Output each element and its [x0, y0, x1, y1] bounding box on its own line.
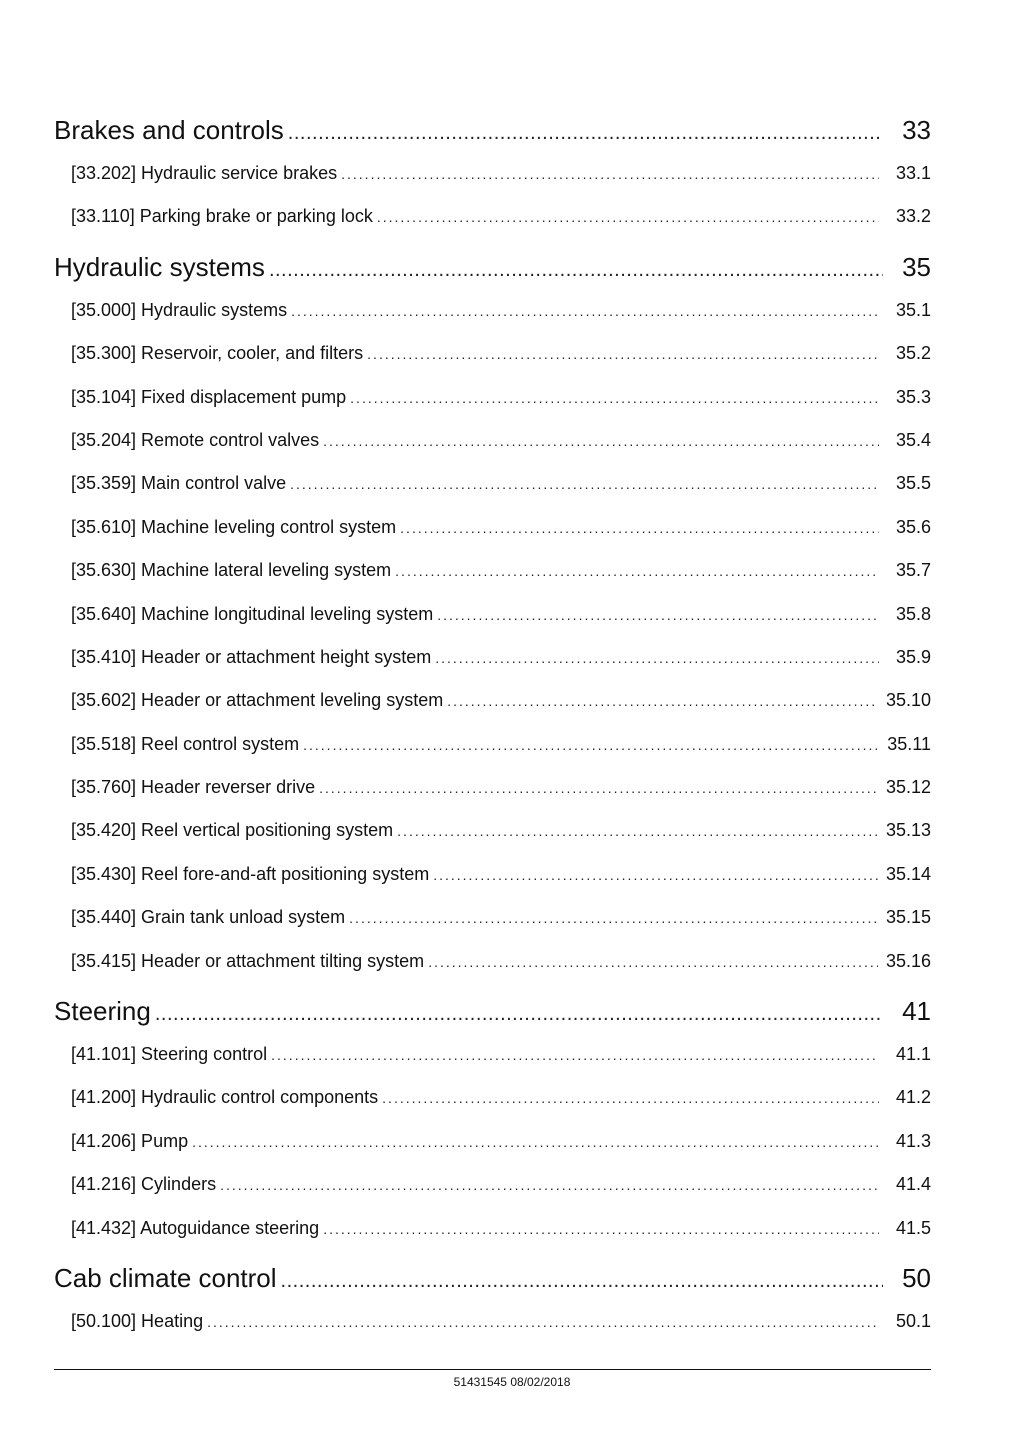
toc-entry-row[interactable] [54, 376, 931, 419]
footer-divider [54, 1369, 931, 1370]
dot-leader [341, 153, 879, 195]
toc-section-row[interactable] [54, 245, 931, 289]
toc-entry-row[interactable] [54, 853, 931, 896]
toc-entry-row[interactable] [54, 1207, 931, 1250]
entry-label: [35.440] Grain tank unload system [71, 907, 346, 928]
dot-leader [382, 1077, 879, 1119]
dot-leader [428, 941, 878, 983]
entry-page-number: 33.2 [895, 206, 931, 227]
dot-leader [397, 810, 878, 852]
entry-label: [35.602] Header or attachment leveling system [71, 690, 444, 711]
entry-label: [35.610] Machine leveling control system [71, 516, 397, 537]
entry-label: [33.202] Hydraulic service brakes [71, 163, 338, 183]
section-page-number: 33 [902, 115, 931, 145]
dot-leader [155, 992, 883, 1033]
entry-page-number: 50.1 [895, 1310, 931, 1331]
toc-entry-row[interactable] [54, 809, 931, 852]
entry-page-number: 41.3 [895, 1130, 931, 1151]
entry-page-number: 41.2 [895, 1087, 931, 1108]
entry-label: [35.640] Machine longitudinal leveling system [71, 603, 434, 624]
dot-leader [291, 290, 879, 332]
dot-leader [319, 767, 878, 809]
entry-page-number: 35.14 [885, 863, 931, 884]
dot-leader [323, 420, 879, 462]
section-title: Steering [54, 996, 151, 1027]
toc-entry-row[interactable] [54, 332, 931, 375]
entry-label: [41.216] Cylinders [71, 1174, 217, 1195]
dot-leader [281, 1259, 883, 1300]
dot-leader [437, 594, 879, 636]
entry-label: [35.760] Header reverser drive [71, 777, 316, 798]
entry-page-number: 35.10 [885, 690, 931, 711]
toc-entry-row[interactable] [54, 636, 931, 679]
entry-label: [35.420] Reel vertical positioning system [71, 820, 394, 841]
toc-entry-row[interactable] [54, 506, 931, 549]
dot-leader [433, 854, 878, 896]
toc-entry-row[interactable] [54, 1163, 931, 1206]
entry-label: [35.359] Main control valve [71, 473, 287, 494]
section-title: Cab climate control [54, 1262, 277, 1293]
entry-label: [41.200] Hydraulic control components [71, 1087, 379, 1108]
toc-entry-row[interactable] [54, 940, 931, 983]
dot-leader [350, 377, 879, 419]
toc-entry-row[interactable] [54, 419, 931, 462]
dot-leader [207, 1301, 879, 1343]
entry-label: [35.630] Machine lateral leveling system [71, 560, 392, 581]
section-page-number: 35 [902, 251, 931, 282]
toc-entry-row[interactable] [54, 289, 931, 332]
toc-entry-row[interactable] [54, 152, 931, 195]
dot-leader [349, 897, 878, 939]
entry-label: [35.410] Header or attachment height system [71, 646, 432, 667]
section-page-number: 50 [902, 1262, 931, 1293]
dot-leader [303, 724, 879, 766]
section-title: Brakes and controls [54, 115, 284, 145]
section-title: Hydraulic systems [54, 251, 265, 282]
dot-leader [447, 680, 878, 722]
entry-label: [50.100] Heating [71, 1310, 204, 1331]
entry-page-number: 35.8 [895, 603, 931, 624]
entry-page-number: 35.15 [885, 907, 931, 928]
entry-label: [41.206] Pump [71, 1130, 189, 1151]
entry-label: [41.432] Autoguidance steering [71, 1217, 320, 1238]
entry-page-number: 35.4 [895, 429, 931, 450]
entry-page-number: 33.1 [895, 163, 931, 183]
toc-entry-row[interactable] [54, 462, 931, 505]
entry-page-number: 35.13 [885, 820, 931, 841]
toc-entry-row[interactable] [54, 766, 931, 809]
entry-page-number: 35.3 [895, 386, 931, 407]
table-of-contents [54, 108, 931, 1343]
entry-label: [35.300] Reservoir, cooler, and filters [71, 343, 364, 364]
dot-leader [323, 1208, 879, 1250]
toc-entry-row[interactable] [54, 1300, 931, 1343]
entry-label: [33.110] Parking brake or parking lock [71, 206, 373, 227]
dot-leader [192, 1121, 879, 1163]
toc-section-row[interactable] [54, 108, 931, 152]
entry-label: [35.104] Fixed displacement pump [71, 386, 347, 407]
entry-page-number: 35.1 [895, 299, 931, 320]
toc-section-row[interactable] [54, 1256, 931, 1300]
entry-page-number: 35.2 [895, 343, 931, 364]
toc-entry-row[interactable] [54, 1033, 931, 1076]
dot-leader [220, 1164, 879, 1206]
toc-entry-row[interactable] [54, 593, 931, 636]
dot-leader [400, 507, 879, 549]
footer-document-id: 51431545 08/02/2018 [453, 1375, 571, 1389]
entry-label: [35.204] Remote control valves [71, 429, 320, 450]
toc-entry-row[interactable] [54, 896, 931, 939]
toc-section-row[interactable] [54, 989, 931, 1033]
dot-leader [435, 637, 879, 679]
toc-entry-row[interactable] [54, 1076, 931, 1119]
entry-page-number: 35.9 [895, 646, 931, 667]
entry-page-number: 41.5 [895, 1217, 931, 1238]
entry-page-number: 41.1 [895, 1044, 931, 1065]
entry-page-number: 35.7 [895, 560, 931, 581]
toc-entry-row[interactable] [54, 1120, 931, 1163]
entry-page-number: 35.6 [895, 516, 931, 537]
toc-entry-row[interactable] [54, 679, 931, 722]
dot-leader [290, 463, 879, 505]
dot-leader [271, 1034, 879, 1076]
entry-label: [35.430] Reel fore-and-aft positioning system [71, 863, 430, 884]
dot-leader [288, 111, 883, 152]
toc-entry-row[interactable] [54, 195, 931, 238]
section-page-number: 41 [902, 996, 931, 1027]
entry-label: [35.518] Reel control system [71, 733, 300, 754]
entry-page-number: 35.16 [885, 950, 931, 971]
entry-page-number: 35.11 [887, 733, 931, 754]
toc-entry-row[interactable] [54, 723, 931, 766]
dot-leader [269, 248, 883, 289]
entry-label: [41.101] Steering control [71, 1044, 268, 1065]
entry-page-number: 41.4 [895, 1174, 931, 1195]
toc-entry-row[interactable] [54, 549, 931, 592]
entry-label: [35.000] Hydraulic systems [71, 299, 288, 320]
dot-leader [395, 550, 879, 592]
entry-label: [35.415] Header or attachment tilting system [71, 950, 425, 971]
dot-leader [367, 333, 879, 375]
dot-leader [377, 196, 879, 238]
entry-page-number: 35.12 [885, 777, 931, 798]
entry-page-number: 35.5 [895, 473, 931, 494]
